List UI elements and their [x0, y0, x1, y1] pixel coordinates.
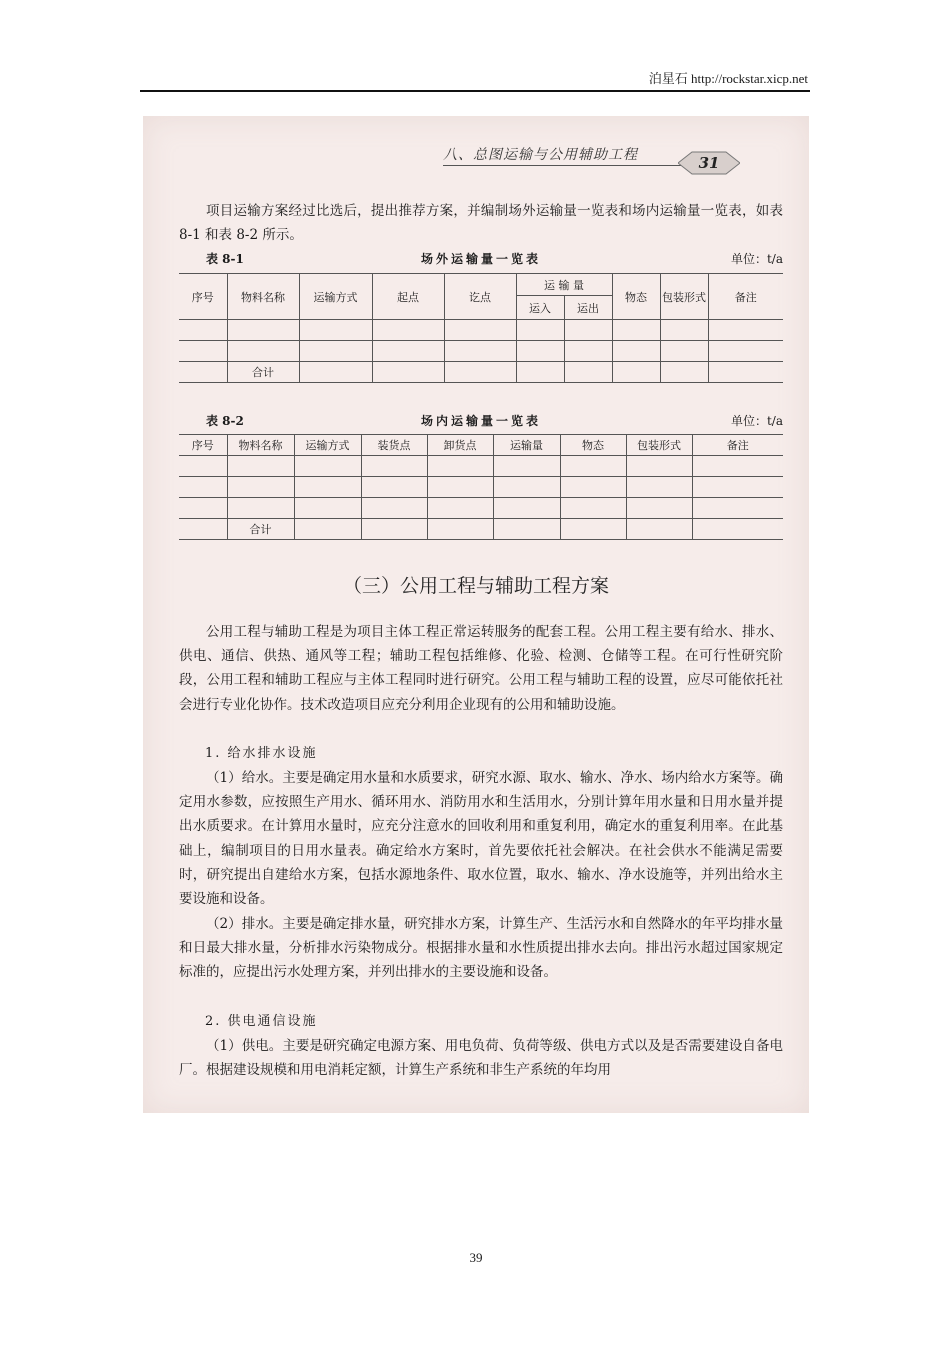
table1-unit: 单位：t/a — [730, 252, 783, 266]
table-row — [179, 341, 783, 362]
table2-title: 场内运输量一览表 — [420, 414, 541, 428]
t2-total-label: 合计 — [227, 519, 294, 540]
t1-header-packing: 包装形式 — [660, 274, 708, 320]
table-row — [179, 519, 783, 540]
scanned-book-page — [143, 116, 809, 1113]
page-badge — [678, 150, 740, 176]
table2-number: 表 8-2 — [206, 414, 244, 428]
t2-header-2: 运输方式 — [294, 435, 361, 456]
t2-header-3: 装货点 — [361, 435, 427, 456]
intro-paragraph: 项目运输方案经过比选后，提出推荐方案，并编制场外运输量一览表和场内运输量一览表，如表 8-1 和表 8-2 所示。 — [179, 203, 783, 244]
t1-header-start: 起点 — [372, 274, 444, 320]
t2-header-4: 卸货点 — [427, 435, 493, 456]
t1-header-end: 讫点 — [444, 274, 516, 320]
subheading-water: 1. 给水排水设施 — [205, 746, 318, 761]
running-head-title: 八、总图运输与公用辅助工程 — [443, 147, 638, 163]
t2-header-5: 运输量 — [493, 435, 560, 456]
table1-number: 表 8-1 — [206, 252, 244, 266]
t2-header-6: 物态 — [560, 435, 626, 456]
table1-caption — [179, 250, 783, 270]
section-title: （三）公用工程与辅助工程方案 — [342, 575, 609, 597]
table-row — [179, 456, 783, 477]
t1-total-label: 合计 — [227, 362, 299, 383]
page-number: 39 — [469, 1250, 483, 1265]
table-row — [179, 498, 783, 519]
t1-header-out: 运出 — [564, 296, 612, 320]
table-row — [179, 320, 783, 341]
t2-header-8: 备注 — [692, 435, 783, 456]
table2-caption — [179, 412, 783, 432]
t1-header-seq: 序号 — [179, 274, 227, 320]
t1-header-remarks: 备注 — [708, 274, 783, 320]
t1-header-in: 运入 — [516, 296, 564, 320]
table2 — [179, 434, 783, 540]
page-header — [140, 66, 810, 92]
table2-unit: 单位：t/a — [730, 414, 783, 428]
subheading-power: 2. 供电通信设施 — [205, 1014, 318, 1029]
t2-header-1: 物料名称 — [227, 435, 294, 456]
page-badge-number: 31 — [698, 154, 720, 172]
paragraph-1: 公用工程与辅助工程是为项目主体工程正常运转服务的配套工程。公用工程主要有给水、排水、供电、通信、供热、通风等工程；辅助工程包括维修、化验、检测、仓储等工程。在可行性研究阶段，公用工程和辅助工程应与主体工程同时进行研究。公用工程与辅助工程的设置，应尽可能依托社会进行专业化协作。技术改造项目应充分利用企业现有的公用和辅助设施。 — [179, 624, 783, 713]
table1-title: 场外运输量一览表 — [420, 252, 541, 266]
t1-header-material: 物料名称 — [227, 274, 299, 320]
header-text: 泊星石 http://rockstar.xicp.net — [648, 71, 808, 86]
table-row — [179, 362, 783, 383]
paragraph-3: （2）排水。主要是确定排水量，研究排水方案，计算生产、生活污水和自然降水的年平均排水量和日最大排水量，分析排水污染物成分。根据排水量和水性质提出排水去向。排出污水超过国家规定标准的，应提出污水处理方案，并列出排水的主要设施和设备。 — [179, 916, 783, 981]
t1-header-volume: 运 输 量 — [516, 274, 612, 296]
paragraph-4: （1）供电。主要是研究确定电源方案、用电负荷、负荷等级、供电方式以及是否需要建设自备电厂。根据建设规模和用电消耗定额，计算生产系统和非生产系统的年均用 — [179, 1038, 783, 1079]
t2-header-7: 包装形式 — [626, 435, 692, 456]
table-row — [179, 477, 783, 498]
paragraph-2: （1）给水。主要是确定用水量和水质要求，研究水源、取水、输水、净水、场内给水方案等。确定用水参数，应按照生产用水、循环用水、消防用水和生活用水，分别计算年用水量和日用水量并提出水质要求。在计算用水量时，应充分注意水的回收利用和重复利用，确定水的重复利用率。在此基础上，编制项目的日用水量表。确定给水方案时，首先要依托社会解决。在社会供水不能满足需要时，研究提出自建给水方案，包括水源地条件、取水位置，取水、输水、净水设施等，并列出给水主要设施和设备。 — [179, 770, 783, 908]
t1-header-state: 物态 — [612, 274, 660, 320]
t2-header-0: 序号 — [179, 435, 227, 456]
t1-header-mode: 运输方式 — [299, 274, 372, 320]
table1 — [179, 273, 783, 383]
